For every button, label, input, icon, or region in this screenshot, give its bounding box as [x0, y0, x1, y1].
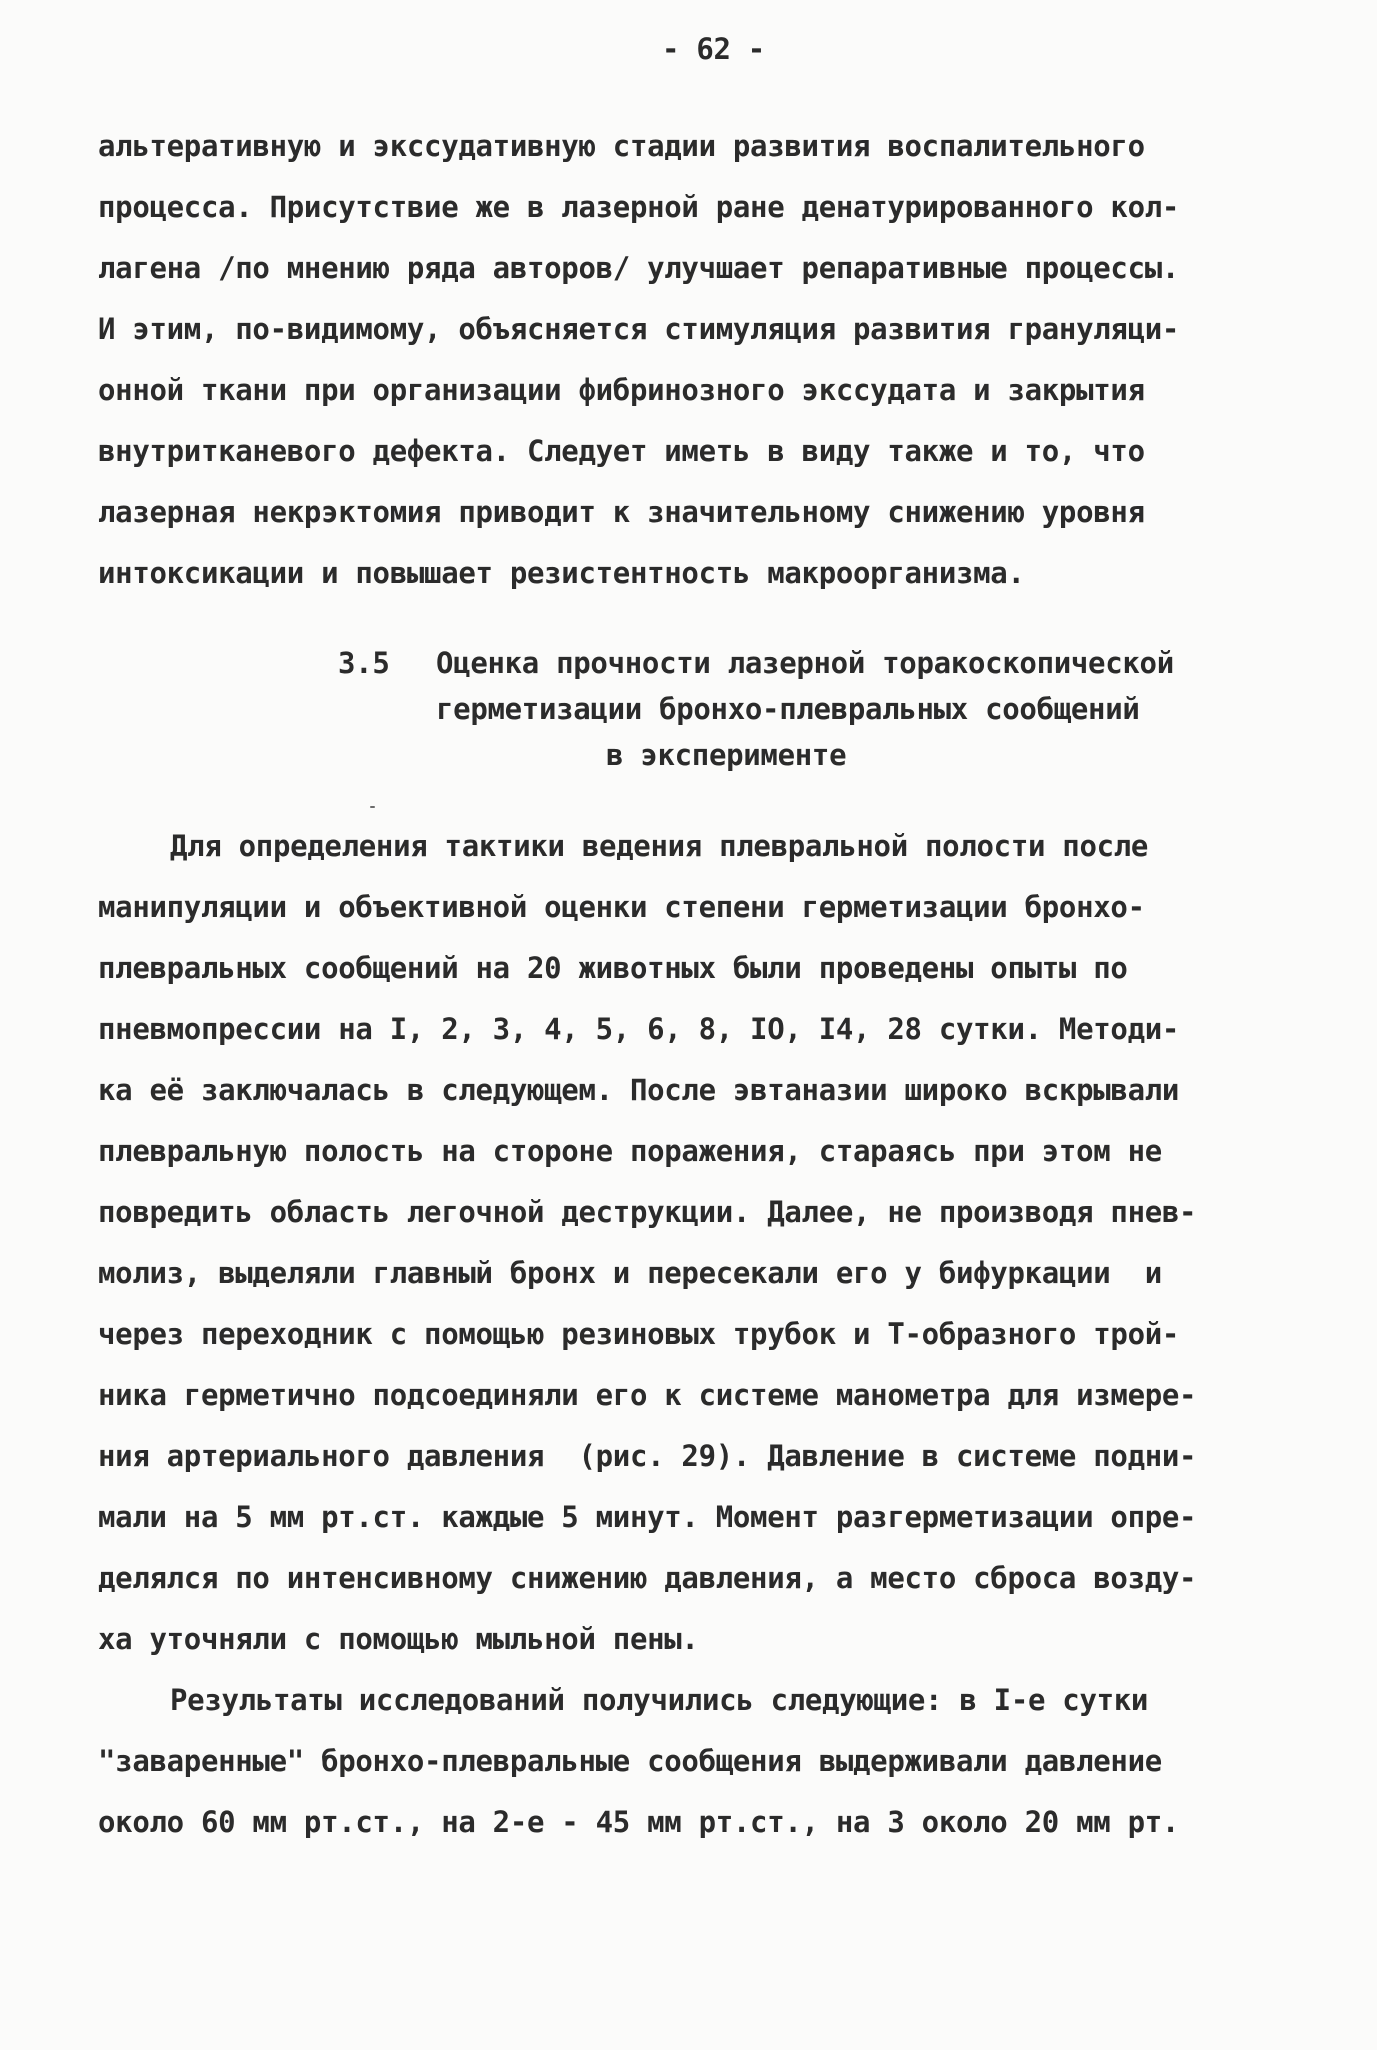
text-line: ха уточняли с помощью мыльной пены. — [98, 1622, 699, 1656]
section-title-line: герметизации бронхо-плевральных сообщений — [436, 692, 1140, 726]
text-line: онной ткани при организации фибринозного экссудата и закрытия — [98, 373, 1145, 407]
text-line: альтеративную и экссудативную стадии развития воспалительного — [98, 129, 1145, 163]
text-line: Для определения тактики ведения плевральной полости после — [170, 829, 1149, 863]
text-line: лагена /по мнению ряда авторов/ улучшает репаративные процессы. — [98, 251, 1180, 285]
text-line: ника герметично подсоединяли его к системе манометра для измере- — [98, 1378, 1197, 1412]
text-line: мали на 5 мм рт.ст. каждые 5 минут. Момент разгерметизации опре- — [98, 1500, 1197, 1534]
text-line: процесса. Присутствие же в лазерной ране денатурированного кол- — [98, 190, 1180, 224]
text-line: через переходник с помощью резиновых трубок и Т-образного трой- — [98, 1317, 1180, 1351]
text-line: И этим, по-видимому, объясняется стимуляция развития грануляци- — [98, 312, 1180, 346]
text-line: плевральную полость на стороне поражения, стараясь при этом не — [98, 1134, 1162, 1168]
text-line: ка её заключалась в следующем. После эвтаназии широко вскрывали — [98, 1073, 1180, 1107]
section-title-line: Оценка прочности лазерной торакоскопической — [436, 646, 1174, 680]
text-line: плевральных сообщений на 20 животных были проведены опыты по — [98, 951, 1128, 985]
text-line: внутритканевого дефекта. Следует иметь в виду также и то, что — [98, 434, 1145, 468]
section-title-line: в эксперименте — [606, 738, 847, 772]
text-line: делялся по интенсивному снижению давления, а место сброса возду- — [98, 1561, 1197, 1595]
text-line: повредить область легочной деструкции. Далее, не производя пнев- — [98, 1195, 1197, 1229]
text-line: интоксикации и повышает резистентность макроорганизма. — [98, 556, 1025, 590]
page-number: - 62 - — [662, 32, 765, 66]
text-line: ния артериального давления (рис. 29). Давление в системе подни- — [98, 1439, 1197, 1473]
text-line: "заваренные" бронхо-плевральные сообщения выдерживали давление — [98, 1744, 1162, 1778]
text-line: около 60 мм рт.ст., на 2-е - 45 мм рт.ст., на 3 около 20 мм рт. — [98, 1805, 1180, 1839]
text-line: Результаты исследований получились следующие: в I-е сутки — [170, 1683, 1149, 1717]
text-line: лазерная некрэктомия приводит к значительному снижению уровня — [98, 495, 1145, 529]
text-line: пневмопрессии на I, 2, 3, 4, 5, 6, 8, IO, I4, 28 сутки. Методи- — [98, 1012, 1180, 1046]
text-line: манипуляции и объективной оценки степени герметизации бронхо- — [98, 890, 1145, 924]
scan-speck — [370, 806, 375, 808]
text-line: молиз, выделяли главный бронх и пересекали его у бифуркации и — [98, 1256, 1162, 1290]
section-number: 3.5 — [338, 646, 390, 680]
